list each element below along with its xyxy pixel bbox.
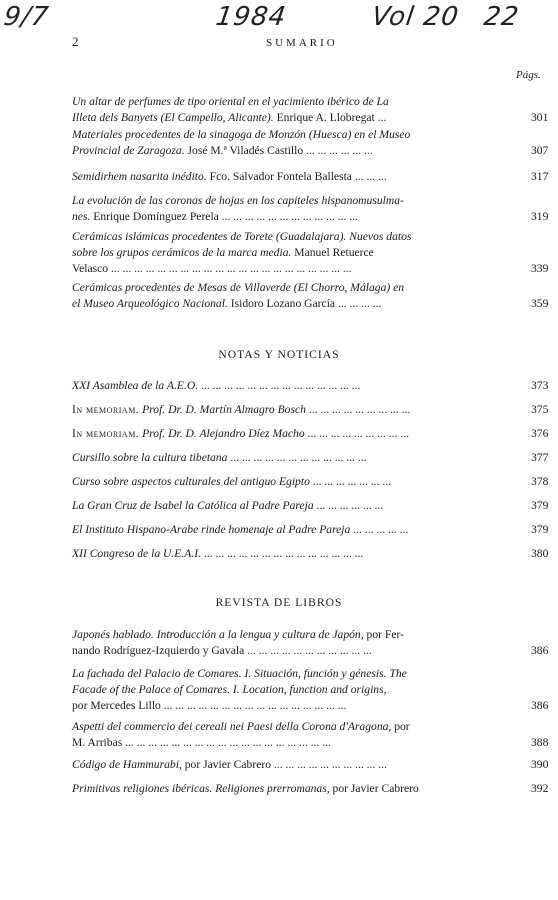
entry-text: Aspetti del commercio dei cereali nei Paesi della Corona d'Aragona, [72,720,392,733]
entry-line [72,229,518,245]
entry-page-number: 376 [531,427,549,440]
handwritten-annotation-year: 1984 [213,2,289,32]
entry-text: por Mercedes Lillo ... ... ... ... ... ... ... ... ... ... ... ... ... ... ... ... [72,698,347,712]
entry-line [72,498,518,514]
book-review-entry [72,627,518,659]
entry-text: Código de Hammurabi, [72,758,182,771]
entry-page-number: 301 [531,110,549,124]
handwritten-annotation-volume: Vol 20 [369,2,461,32]
handwritten-annotation-left: 9/7 [1,2,51,32]
note-entry [72,378,518,394]
entry-line [72,261,518,277]
entry-text: Cerámicas islámicas procedentes de Torete (Guadalajara). Nuevos datos [72,230,412,243]
entry-page-number: 392 [531,782,549,795]
entry-text: Enrique A. Llobregat ... [273,110,387,124]
entry-text: Primitivas religiones ibéricas. Religiones prerromanas, [72,782,330,795]
note-entry [72,546,518,562]
entry-page-number: 386 [531,643,549,657]
entry-page-number: 375 [531,403,549,416]
entry-line [72,522,518,538]
entry-page-number: 317 [531,170,549,183]
entry-text: ... ... ... ... ... ... ... ... ... ... ... ... [227,451,367,464]
handwritten-annotation-right: 22 [481,2,522,32]
entry-page-number: 378 [531,475,549,488]
entry-text: XXI Asamblea de la A.E.O. [72,379,199,392]
note-entry [72,402,518,418]
entry-page-number: 307 [531,143,549,157]
note-entry [72,426,518,442]
entry-text: ... ... ... ... ... ... ... [309,475,392,488]
entry-text: ... ... ... ... ... [350,523,409,536]
entry-page-number: 390 [531,758,549,771]
entry-text: Fco. Salvador Fontela Ballesta ... ... ... [206,170,387,183]
entry-text: ... ... ... ... ... ... ... ... ... ... ... ... ... ... [201,547,364,560]
article-entry [72,229,518,276]
entry-line [72,627,518,643]
entry-line [72,143,518,159]
note-entry [72,474,518,490]
entry-text: por Javier Cabrero [329,782,419,795]
entry-text: por Javier Cabrero ... ... ... ... ... ... ... ... ... ... [181,758,387,771]
entry-text: La fachada del Palacio de Comares. I. Situación, función y génesis. The [72,667,407,680]
book-review-entry [72,781,518,797]
entry-page-number: 379 [531,523,549,536]
entry-text: XII Congreso de la U.E.A.I. [72,547,202,560]
entry-page-number: 319 [531,209,549,223]
entry-page-number: 359 [531,296,549,310]
entry-text: Prof. Dr. D. Alejandro Díez Macho [139,427,305,440]
entry-page-number: 377 [531,451,549,464]
entry-text: La Gran Cruz de Isabel la Católica al Padre Pareja [72,499,314,512]
entry-line [72,719,518,735]
entry-line [72,209,518,225]
entry-text: In memoriam. [72,427,140,440]
entry-text: Enrique Domínguez Perela ... ... ... ... ... ... ... ... ... ... ... ... [90,209,358,223]
entry-text: Illeta dels Banyets (El Campello, Alicante). [72,110,274,124]
entry-page-number: 386 [531,698,549,712]
entry-line [72,643,518,659]
entry-line [72,296,518,312]
entry-text: El Instituto Hispano-Arabe rinde homenaje al Padre Pareja [72,523,351,536]
entry-line [72,426,518,442]
article-entry [72,94,518,126]
entry-text: Isidoro Lozano García ... ... ... ... [227,296,382,310]
pages-column-label: Págs. [516,69,541,81]
book-review-entry [72,666,518,713]
entry-text: nes. [72,209,91,223]
article-entry [72,127,518,159]
entry-text: ... ... ... ... ... ... ... ... ... [304,427,409,440]
entry-line [72,378,518,394]
section-heading-notas: NOTAS Y NOTICIAS [218,348,340,361]
entry-text: Provincial de Zaragoza. [72,143,185,157]
entry-line [72,781,518,797]
entry-page-number: 379 [531,499,549,512]
entry-text: Cursillo sobre la cultura tibetana [72,451,228,464]
entry-text: ... ... ... ... ... ... ... ... ... ... ... ... ... ... [198,379,361,392]
entry-text: La evolución de las coronas de hojas en los capiteles hispanomusulma- [72,194,404,207]
entry-text: nando Rodríguez-Izquierdo y Gavala ... ... ... ... ... ... ... ... ... ... ... [72,643,372,657]
entry-line [72,245,518,261]
entry-text: sobre los grupos cerámicos de la marca media. [72,245,292,259]
entry-page-number: 388 [531,735,549,749]
entry-line [72,94,518,110]
note-entry [72,522,518,538]
entry-line [72,757,518,773]
entry-text: Semidirhem nasarita inédito. [72,170,207,183]
entry-page-number: 373 [531,379,549,392]
entry-text: el Museo Arqueológico Nacional. [72,296,228,310]
entry-line [72,682,518,698]
entry-line [72,402,518,418]
entry-text: Curso sobre aspectos culturales del antiguo Egipto [72,475,310,488]
book-review-entry [72,719,518,751]
section-heading-libros: REVISTA DE LIBROS [215,596,343,609]
entry-line [72,474,518,490]
entry-page-number: 339 [531,261,549,275]
entry-line [72,169,518,185]
entry-text: M. Arribas ... ... ... ... ... ... ... ... ... ... ... ... ... ... ... ... ... ... [72,735,331,749]
entry-line [72,735,518,751]
entry-text: Materiales procedentes de la sinagoga de Monzón (Huesca) en el Museo [72,128,411,141]
entry-line [72,546,518,562]
entry-line [72,450,518,466]
page-title: SUMARIO [266,37,338,49]
note-entry [72,498,518,514]
entry-text: Facade of the Palace of Comares. I. Location, function and origins, [72,682,387,696]
article-entry [72,169,518,185]
entry-line [72,280,518,296]
page-number: 2 [72,34,79,49]
entry-text: Un altar de perfumes de tipo oriental en el yacimiento ibérico de La [72,95,389,108]
entry-line [72,666,518,682]
entry-text: José M.ª Viladés Castillo ... ... ... ... ... ... [184,143,373,157]
entry-line [72,193,518,209]
article-entry [72,193,518,225]
entry-line [72,110,518,126]
entry-text: por [391,720,410,733]
entry-line [72,698,518,714]
entry-text: Japonés hablado. Introducción a la lengua y cultura de Japón, [72,628,364,641]
entry-line [72,127,518,143]
book-review-entry [72,757,518,773]
entry-text: ... ... ... ... ... ... ... ... ... [305,403,411,416]
entry-page-number: 380 [531,547,549,560]
entry-text: In memoriam. [72,403,140,416]
entry-text: Cerámicas procedentes de Mesas de Villaverde (El Chorro, Málaga) en [72,281,405,294]
entry-text: Manuel Retuerce [291,245,374,259]
note-entry [72,450,518,466]
article-entry [72,280,518,312]
entry-text: ... ... ... ... ... ... [313,499,384,512]
entry-text: Prof. Dr. D. Martín Almagro Bosch [139,403,306,416]
entry-text: por Fer- [363,628,404,641]
entry-text: Velasco ... ... ... ... ... ... ... ... ... ... ... ... ... ... ... ... ... ... ... ... ... [72,261,352,275]
